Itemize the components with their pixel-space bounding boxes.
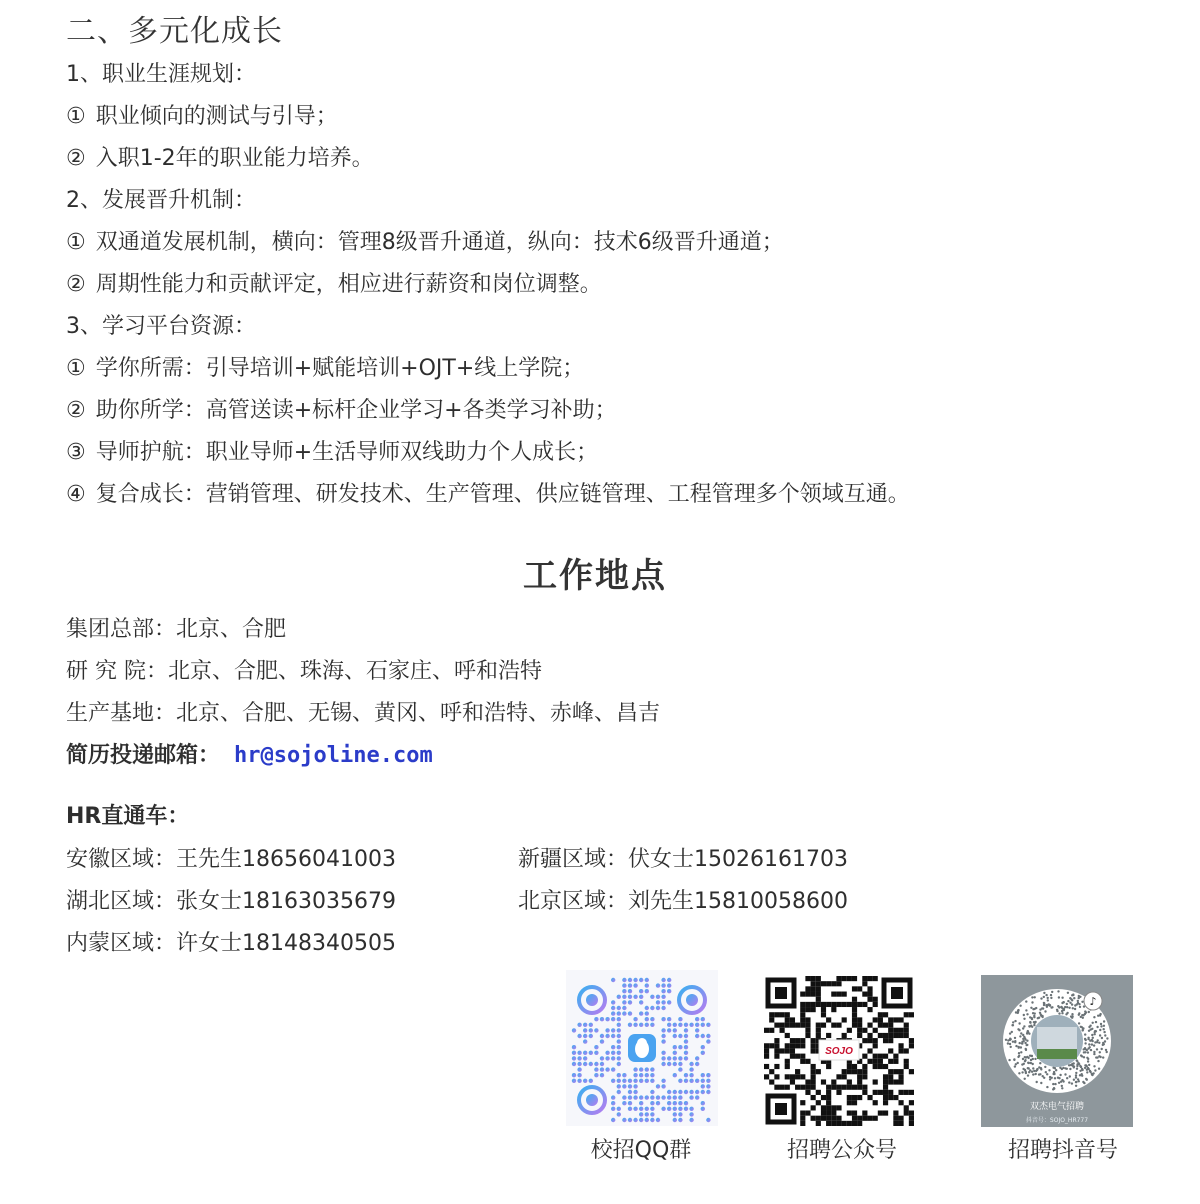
wechat-account-qrcode[interactable]	[764, 976, 914, 1126]
item-text: 职业生涯规划：	[102, 62, 257, 87]
location-label: 研 究 院：	[66, 659, 168, 684]
hr-contact	[518, 887, 848, 917]
item-number: ①	[66, 230, 86, 255]
douyin-card-sub: 抖音号：SOJO_HR777	[1025, 1117, 1089, 1124]
wechat-qr-caption: 招聘公众号	[786, 1138, 897, 1163]
location-value: 北京、合肥、珠海、石家庄、呼和浩特	[168, 659, 543, 684]
contact-person: 刘先生15810058600	[628, 889, 848, 914]
qq-group-qrcode[interactable]	[566, 970, 718, 1126]
location-row	[66, 615, 286, 645]
qq-qr-graphic	[566, 970, 718, 1126]
item-text: 入职1-2年的职业能力培养。	[95, 146, 374, 171]
item-number: ①	[66, 356, 86, 381]
email-link[interactable]: hr@sojoline.com	[234, 743, 433, 768]
contact-person: 伏女士15026161703	[628, 847, 848, 872]
location-row	[66, 657, 542, 687]
wechat-qr-graphic	[764, 976, 914, 1126]
location-row	[66, 699, 660, 729]
contact-region: 新疆区域：	[518, 847, 629, 872]
contact-region: 湖北区域：	[66, 889, 177, 914]
douyin-card-title: 双杰电气招聘	[1029, 1102, 1085, 1112]
item-number: ②	[66, 146, 86, 171]
item-text: 职业倾向的测试与引导；	[95, 104, 338, 129]
item-number: 1、	[66, 62, 102, 87]
sojo-logo: SOJO	[825, 1046, 853, 1057]
email-row	[66, 741, 433, 771]
contact-region: 安徽区域：	[66, 847, 177, 872]
item-number: ②	[66, 272, 86, 297]
location-value: 北京、合肥、无锡、黄冈、呼和浩特、赤峰、昌吉	[176, 701, 661, 726]
location-label: 生产基地：	[66, 701, 177, 726]
douyin-qr-graphic	[981, 975, 1133, 1127]
email-label: 简历投递邮箱：	[66, 743, 221, 768]
item-text: 双通道发展机制，横向：管理8级晋升通道，纵向：技术6级晋升通道；	[95, 230, 784, 255]
list-item	[66, 312, 256, 342]
item-number: ①	[66, 104, 86, 129]
hr-contact	[66, 929, 396, 959]
item-text: 助你所学：高管送读+标杆企业学习+各类学习补助；	[95, 398, 617, 423]
list-item	[66, 354, 584, 384]
contact-region: 北京区域：	[518, 889, 629, 914]
item-number: ④	[66, 482, 86, 507]
item-text: 复合成长：营销管理、研发技术、生产管理、供应链管理、工程管理多个领域互通。	[95, 482, 910, 507]
section-growth-title: 二、多元化成长	[66, 14, 283, 49]
item-text: 学习平台资源：	[102, 314, 257, 339]
hr-contact	[518, 845, 848, 875]
contact-person: 许女士18148340505	[176, 931, 396, 956]
douyin-qrcode-card[interactable]	[981, 975, 1133, 1127]
list-item	[66, 438, 598, 468]
location-label: 集团总部：	[66, 617, 177, 642]
list-item	[66, 480, 910, 510]
list-item	[66, 144, 374, 174]
list-item	[66, 228, 784, 258]
qq-qr-caption: 校招QQ群	[590, 1138, 692, 1163]
douyin-qr-caption: 招聘抖音号	[1007, 1138, 1118, 1163]
location-value: 北京、合肥	[176, 617, 287, 642]
hr-contact	[66, 887, 396, 917]
item-text: 周期性能力和贡献评定，相应进行薪资和岗位调整。	[95, 272, 602, 297]
contact-person: 王先生18656041003	[176, 847, 396, 872]
list-item	[66, 186, 256, 216]
contact-region: 内蒙区域：	[66, 931, 177, 956]
item-number: ②	[66, 398, 86, 423]
list-item	[66, 396, 617, 426]
item-text: 导师护航：职业导师+生活导师双线助力个人成长；	[95, 440, 599, 465]
contact-person: 张女士18163035679	[176, 889, 396, 914]
list-item	[66, 270, 602, 300]
hr-title: HR直通车：	[66, 804, 190, 829]
work-location-title: 工作地点	[523, 556, 667, 596]
item-text: 发展晋升机制：	[102, 188, 257, 213]
list-item	[66, 60, 256, 90]
tiktok-icon: ♪	[1089, 995, 1097, 1008]
list-item	[66, 102, 338, 132]
item-text: 学你所需：引导培训+赋能培训+OJT+线上学院；	[95, 356, 585, 381]
item-number: ③	[66, 440, 86, 465]
item-number: 2、	[66, 188, 102, 213]
item-number: 3、	[66, 314, 102, 339]
hr-contact	[66, 845, 396, 875]
